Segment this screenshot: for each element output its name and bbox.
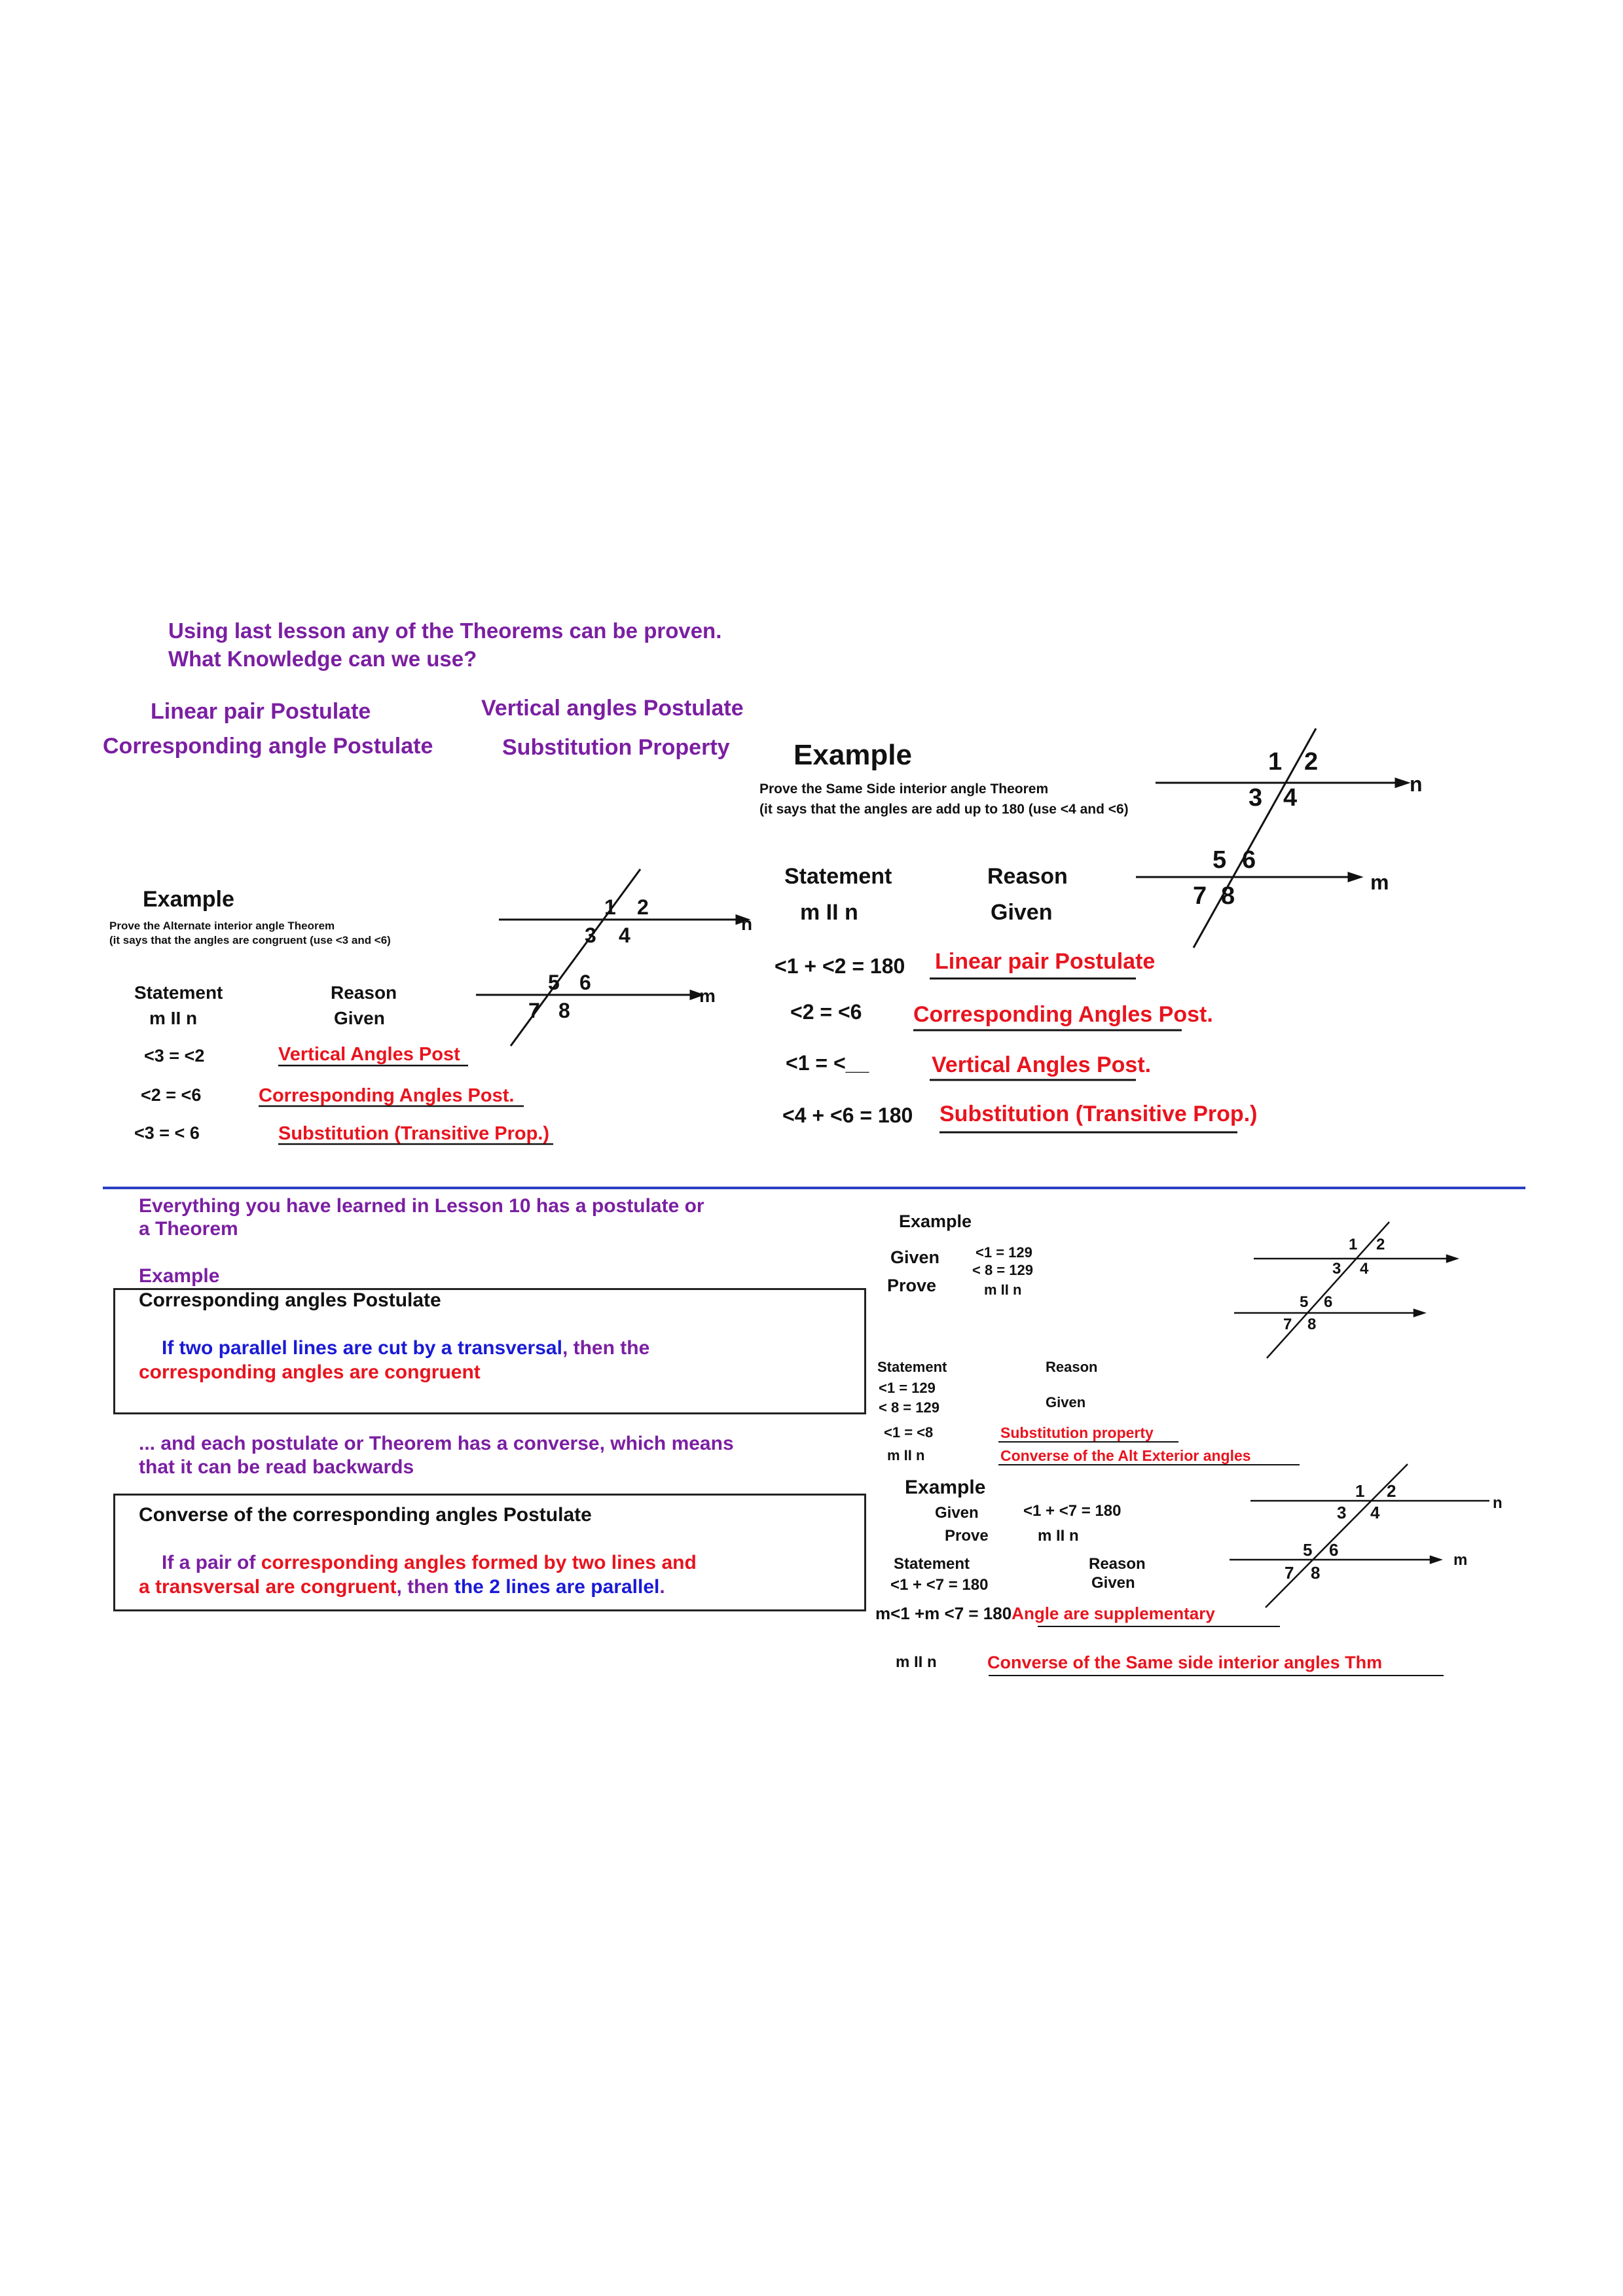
statement-4: m II n xyxy=(887,1447,925,1463)
reason-3: Substitution property xyxy=(1000,1424,1154,1441)
reason-header: Reason xyxy=(1046,1359,1098,1375)
reason-3: Converse of the Same side interior angles Thm xyxy=(987,1653,1383,1672)
angle-label-1: 1 xyxy=(1349,1236,1358,1253)
given-2: < 8 = 129 xyxy=(972,1262,1033,1278)
given-label: Given xyxy=(935,1504,979,1522)
converse-line-2-b: , then xyxy=(396,1576,454,1598)
arrow-n xyxy=(1447,1255,1457,1262)
statement-row-5: <4 + <6 = 180 xyxy=(782,1103,913,1127)
diagram-example-1 xyxy=(1234,1222,1457,1358)
converse-line-2-a: a transversal are congruent xyxy=(139,1576,397,1598)
statement-row-3: <2 = <6 xyxy=(141,1085,202,1105)
reason-row-4: Substitution (Transitive Prop.) xyxy=(278,1123,550,1144)
arrow-m xyxy=(1349,873,1360,881)
prove-value: m II n xyxy=(1038,1527,1079,1545)
given-1: <1 = 129 xyxy=(976,1244,1032,1261)
line-label-n: n xyxy=(1493,1494,1503,1512)
example-1-heading: Example xyxy=(899,1211,972,1231)
angle-label-5: 5 xyxy=(1303,1540,1313,1560)
angle-label-7: 7 xyxy=(1283,1316,1292,1333)
given-value: <1 + <7 = 180 xyxy=(1023,1502,1122,1520)
linear-pair-postulate: Linear pair Postulate xyxy=(151,699,371,724)
reason-4: Converse of the Alt Exterior angles xyxy=(1000,1447,1251,1464)
statement-1: <1 = 129 xyxy=(879,1380,936,1396)
transversal xyxy=(1267,1222,1389,1358)
arrow-n xyxy=(1396,779,1408,787)
angle-label-6: 6 xyxy=(579,971,591,994)
postulate-line-1-tail: , then the xyxy=(562,1337,650,1359)
prove-label: Prove xyxy=(945,1527,989,1545)
angle-label-8: 8 xyxy=(1221,882,1235,910)
reason-2: Angle are supplementary xyxy=(1012,1604,1215,1623)
converse-statement-line-2 xyxy=(139,1577,665,1597)
corresponding-angle-postulate: Corresponding angle Postulate xyxy=(103,734,433,759)
converse-line-2-c: the 2 lines are parallel xyxy=(454,1576,660,1598)
angle-label-1: 1 xyxy=(1268,748,1283,776)
given-label: Given xyxy=(890,1247,940,1267)
reason-header: Reason xyxy=(1089,1555,1146,1573)
line-label-m: m xyxy=(699,986,716,1006)
reason-1: Given xyxy=(1091,1574,1135,1592)
angle-label-6: 6 xyxy=(1329,1540,1339,1560)
reason-row-2: Vertical Angles Post xyxy=(278,1044,460,1065)
postulate-line-1 xyxy=(162,1338,649,1358)
arrow-m xyxy=(1431,1556,1440,1563)
angle-label-8: 8 xyxy=(1307,1316,1317,1333)
converse-statement-line-1 xyxy=(162,1553,697,1573)
statement-row-2: <1 + <2 = 180 xyxy=(775,954,905,978)
angle-label-3: 3 xyxy=(1332,1260,1341,1278)
angle-label-3: 3 xyxy=(1337,1503,1347,1522)
angle-label-7: 7 xyxy=(1285,1563,1294,1583)
lesson-line-1: Everything you have learned in Lesson 10 has a postulate or xyxy=(139,1195,704,1217)
angle-label-2: 2 xyxy=(1304,748,1319,776)
statement-3: m II n xyxy=(896,1653,937,1671)
prove-label: Prove xyxy=(887,1276,937,1295)
vertical-angles-postulate: Vertical angles Postulate xyxy=(481,696,744,721)
converse-box-title: Converse of the corresponding angles Postulate xyxy=(139,1504,592,1526)
intro-line-2: What Knowledge can we use? xyxy=(168,647,477,671)
example-right-prompt-2: (it says that the angles are add up to 180 (use <4 and <6) xyxy=(759,802,1129,817)
converse-line-2: that it can be read backwards xyxy=(139,1456,414,1478)
angle-label-4: 4 xyxy=(1283,784,1298,812)
converse-line-2-d: . xyxy=(659,1576,665,1598)
statement-row-2: <3 = <2 xyxy=(144,1046,205,1066)
reason-header: Reason xyxy=(331,982,397,1003)
postulate-line-1-main: If two parallel lines are cut by a transversal xyxy=(162,1337,562,1359)
line-label-n: n xyxy=(741,914,753,934)
statement-row-4: <3 = < 6 xyxy=(134,1123,200,1143)
statement-row-3: <2 = <6 xyxy=(790,1000,862,1024)
example-2-heading: Example xyxy=(905,1477,986,1498)
arrow-m xyxy=(1414,1310,1424,1316)
example-left-prompt-1: Prove the Alternate interior angle Theorem xyxy=(109,920,335,932)
angle-label-7: 7 xyxy=(528,999,540,1022)
statement-row-4: <1 = <__ xyxy=(786,1051,869,1075)
reason-row-5: Substitution (Transitive Prop.) xyxy=(939,1102,1258,1126)
angle-label-7: 7 xyxy=(1193,882,1207,910)
statement-header: Statement xyxy=(894,1555,970,1573)
angle-label-8: 8 xyxy=(558,999,570,1022)
angle-label-3: 3 xyxy=(1249,784,1263,812)
statement-2-text: m<1 +m <7 = 180 xyxy=(875,1604,1012,1623)
angle-label-1: 1 xyxy=(1355,1481,1365,1501)
statement-header: Statement xyxy=(784,864,892,889)
angle-label-5: 5 xyxy=(1300,1293,1309,1311)
lesson-line-2: a Theorem xyxy=(139,1218,238,1240)
statement-header: Statement xyxy=(134,982,223,1003)
converse-line-1-main: corresponding angles formed by two lines and xyxy=(261,1552,697,1573)
angle-label-5: 5 xyxy=(1213,846,1227,874)
transversal xyxy=(1194,728,1319,948)
statement-row-1: m II n xyxy=(149,1008,198,1028)
line-label-n: n xyxy=(1410,772,1423,796)
statement-2: < 8 = 129 xyxy=(879,1399,939,1416)
reason-row-1: Given xyxy=(991,900,1053,925)
angle-label-4: 4 xyxy=(1360,1260,1369,1278)
angle-label-4: 4 xyxy=(619,924,630,947)
statement-2 xyxy=(875,1605,1215,1622)
line-label-m: m xyxy=(1453,1551,1468,1569)
converse-line-1-lead: If a pair of xyxy=(162,1552,261,1573)
prove-value: m II n xyxy=(984,1282,1022,1298)
statement-3: <1 = <8 xyxy=(884,1424,934,1441)
line-label-m: m xyxy=(1370,870,1389,894)
reason-row-4: Vertical Angles Post. xyxy=(932,1052,1152,1077)
angle-label-2: 2 xyxy=(1376,1236,1385,1253)
converse-line-1: ... and each postulate or Theorem has a converse, which means xyxy=(139,1433,734,1454)
angle-label-2: 2 xyxy=(637,895,649,919)
angle-label-6: 6 xyxy=(1324,1293,1333,1311)
reason-row-2: Linear pair Postulate xyxy=(935,949,1156,974)
angle-label-2: 2 xyxy=(1387,1481,1396,1501)
angle-label-1: 1 xyxy=(604,895,616,919)
statement-1: <1 + <7 = 180 xyxy=(890,1576,989,1594)
angle-label-4: 4 xyxy=(1370,1503,1380,1522)
statement-header: Statement xyxy=(877,1359,947,1375)
angle-label-5: 5 xyxy=(548,971,560,994)
substitution-property: Substitution Property xyxy=(502,735,730,760)
example-right-heading: Example xyxy=(793,739,912,771)
lower-example-label: Example xyxy=(139,1265,220,1287)
example-right-prompt-1: Prove the Same Side interior angle Theorem xyxy=(759,781,1049,797)
reason-given: Given xyxy=(1046,1394,1086,1410)
angle-label-8: 8 xyxy=(1311,1563,1321,1583)
example-left-prompt-2: (it says that the angles are congruent (use <3 and <6) xyxy=(109,934,391,946)
postulate-line-2: corresponding angles are congruent xyxy=(139,1361,481,1383)
intro-line-1: Using last lesson any of the Theorems can be proven. xyxy=(168,619,722,643)
reason-row-3: Corresponding Angles Post. xyxy=(913,1002,1213,1027)
reason-header: Reason xyxy=(987,864,1068,889)
reason-row-3: Corresponding Angles Post. xyxy=(259,1085,515,1106)
reason-row-1: Given xyxy=(334,1008,385,1028)
angle-label-3: 3 xyxy=(585,924,596,947)
postulate-box-title: Corresponding angles Postulate xyxy=(139,1289,441,1311)
example-left-heading: Example xyxy=(143,887,234,912)
angle-label-6: 6 xyxy=(1242,846,1256,874)
statement-row-1: m II n xyxy=(800,900,858,925)
